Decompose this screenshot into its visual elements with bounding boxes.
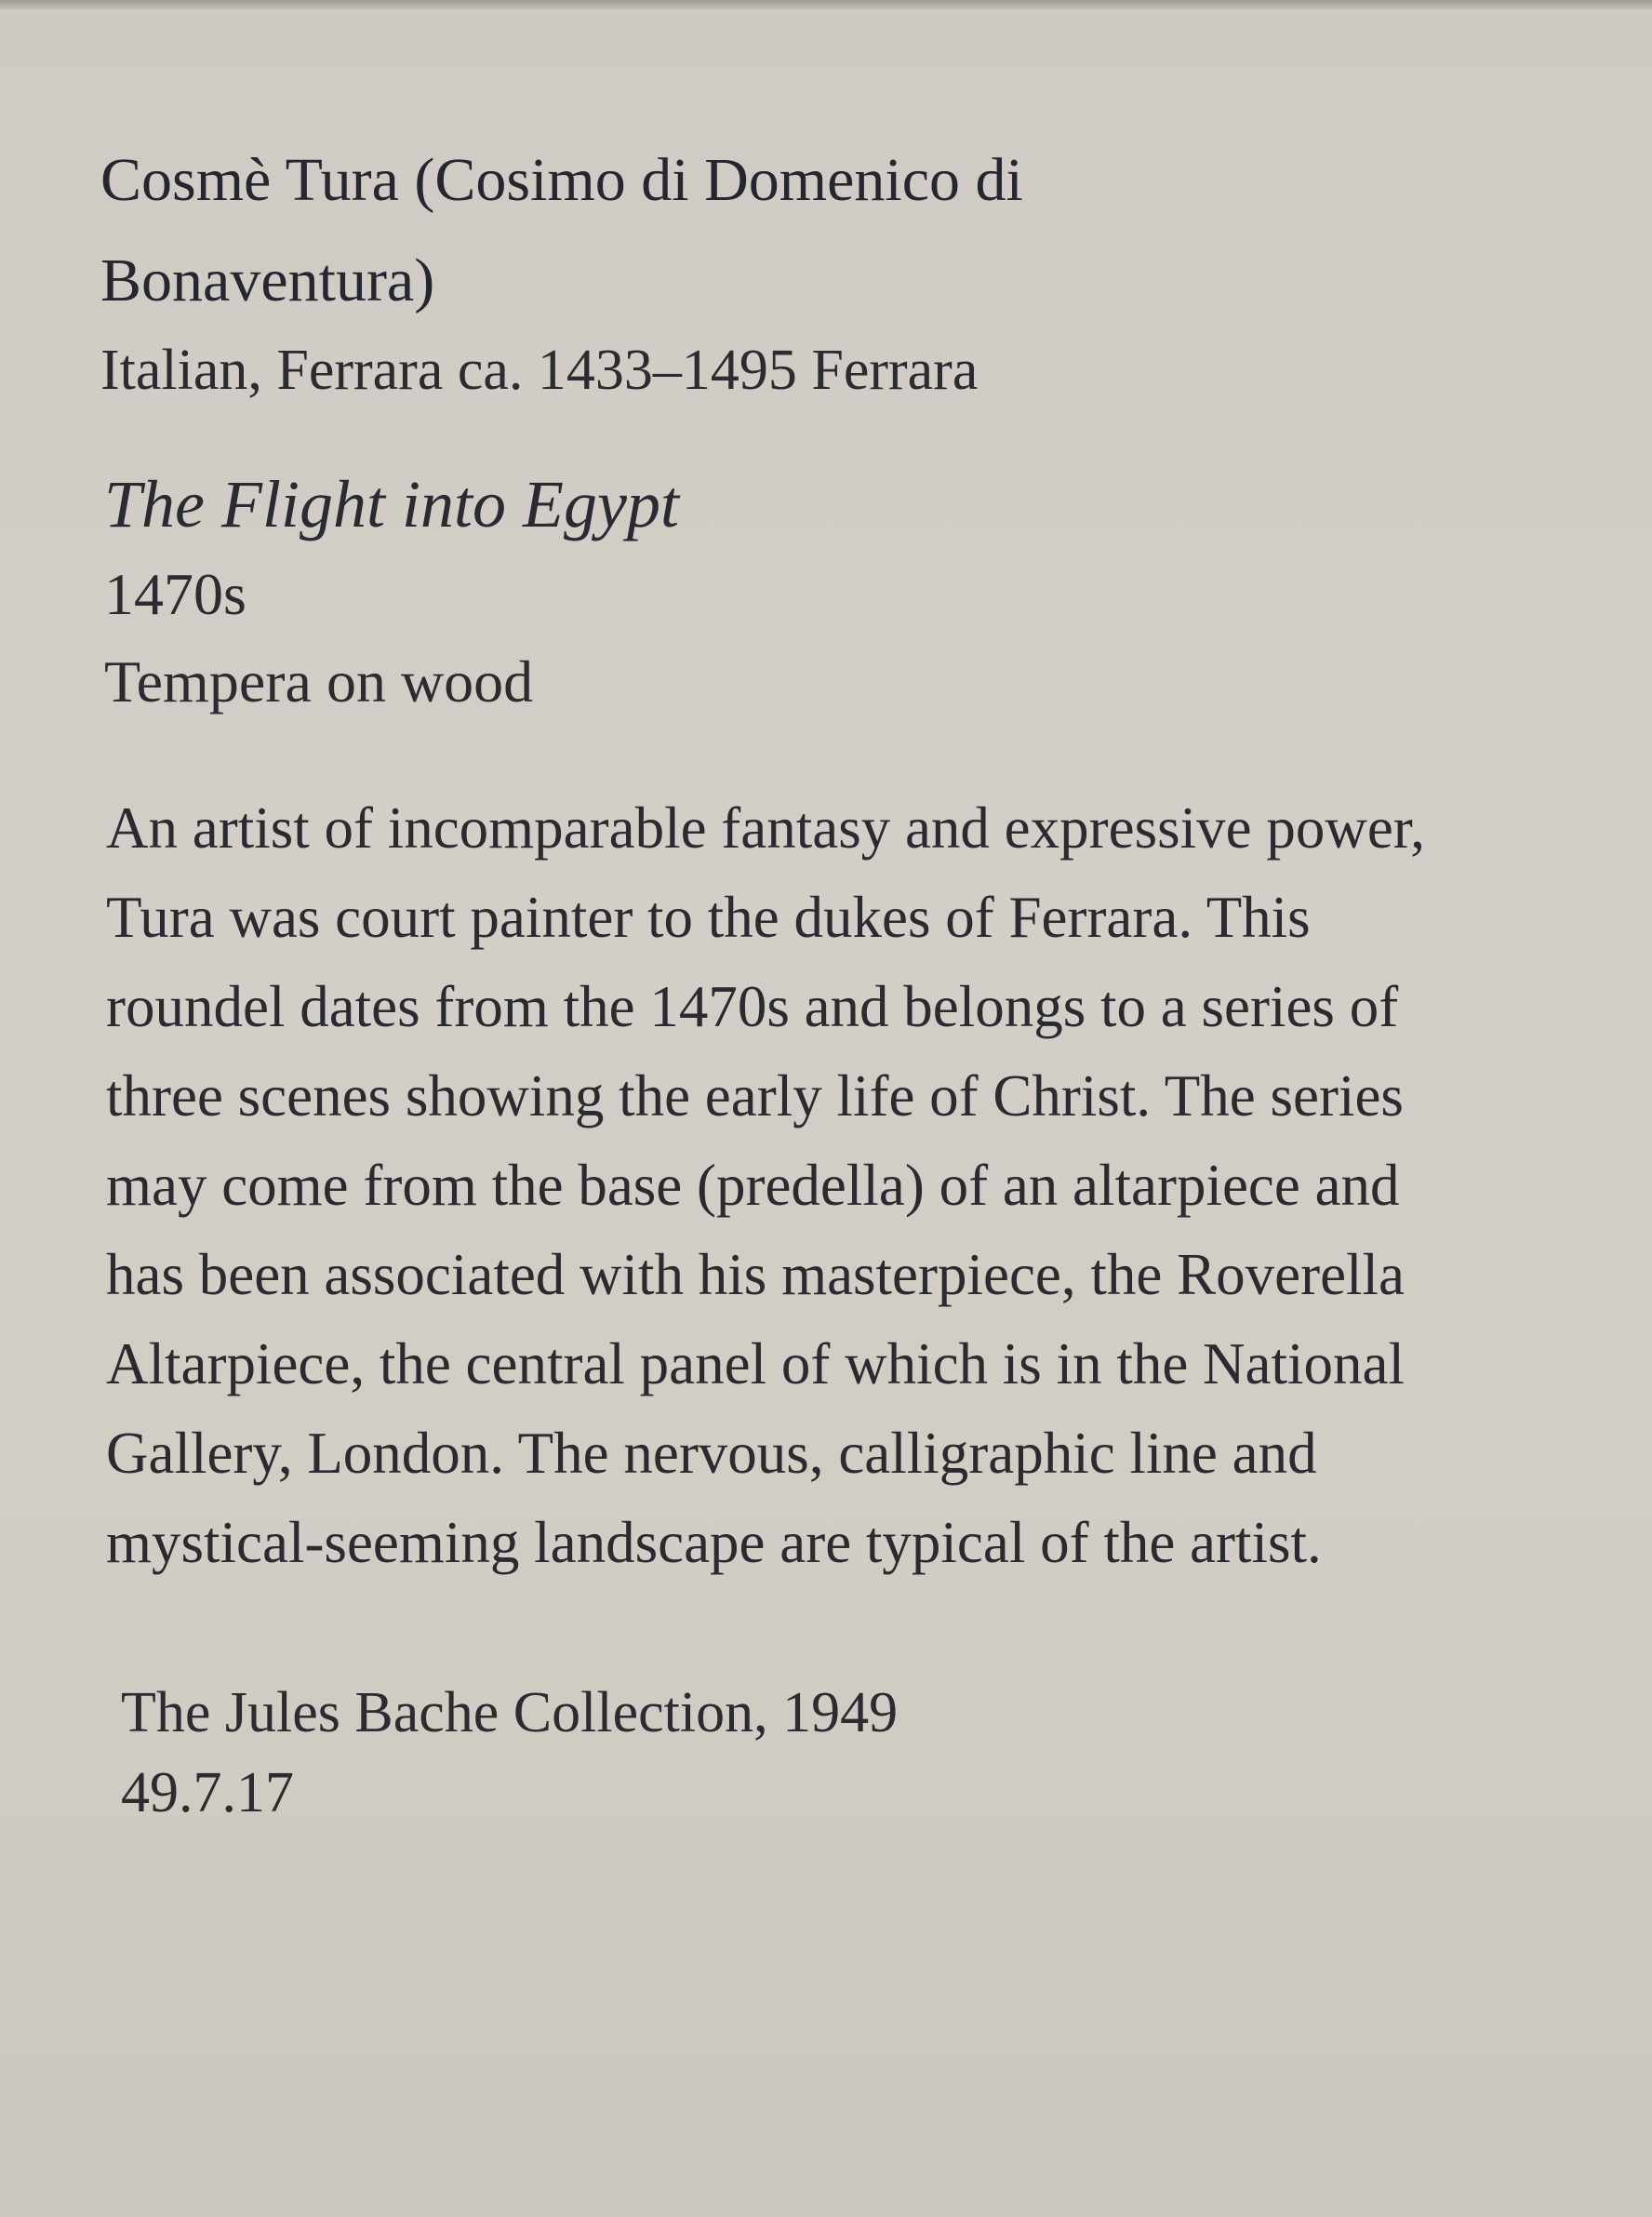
label-top-edge [0,0,1652,9]
artist-name: Cosmè Tura (Cosimo di Domenico di Bonaventura) [100,146,1023,314]
artwork-date: 1470s [104,561,246,627]
credit-line: The Jules Bache Collection, 1949 [121,1681,899,1744]
artwork-description: An artist of incomparable fantasy and expressive power, Tura was court painter to the dukes of Ferrara. This roundel dates from the 1470s and belongs to a series of three scenes showing the early life of Christ. The series may come from the base (predella) of an altarpiece and has been associated with his masterpiece, the Roverella Altarpiece, the central panel of which is in the National Gallery, London. The nervous, calligraphic line and mystical-seeming landscape are typical of the artist. [106,795,1425,1575]
artist-nationality-dates: Italian, Ferrara ca. 1433–1495 Ferrara [100,339,979,402]
artwork-title: The Flight into Egypt [104,467,679,541]
accession-number: 49.7.17 [121,1761,294,1824]
label-text-block [100,130,1552,1833]
artwork-medium: Tempera on wood [104,648,534,715]
